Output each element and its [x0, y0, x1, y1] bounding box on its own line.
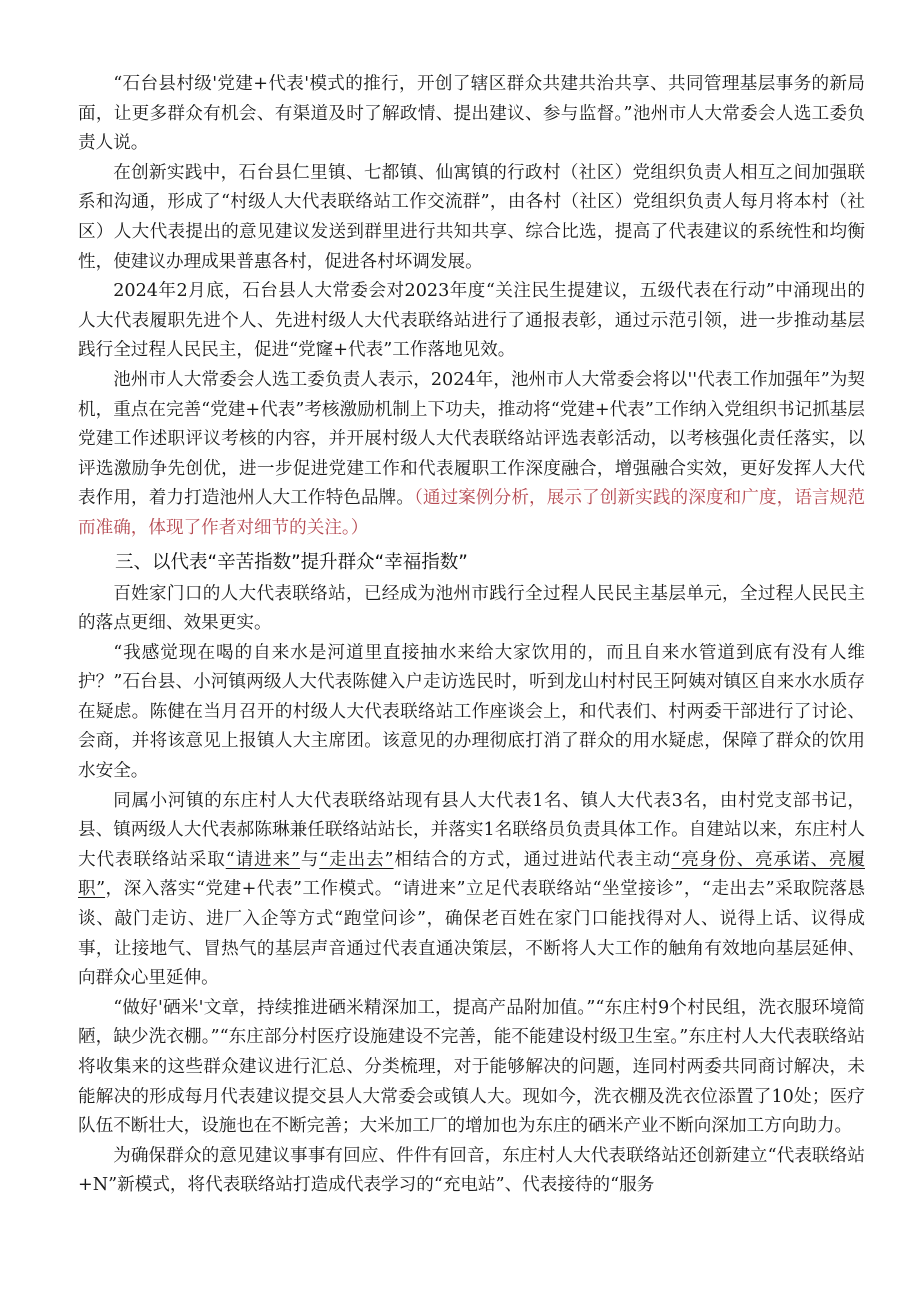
paragraph-2: 在创新实践中，石台县仁里镇、七都镇、仙寓镇的行政村（社区）党组织负责人相互之间加强联系和沟通，形成了“村级人大代表联络站工作交流群”，由各村（社区）党组织负责人每月将本村（社区）人大代表提出的意见建议发送到群里进行共知共享、综合比选，提高了代表建议的系统性和均衡性，使建议办理成果普惠各村，促进各村坏调发展。	[78, 162, 865, 272]
paragraph-4	[78, 366, 865, 544]
paragraph-9: 为确保群众的意见建议事事有回应、件件有回音，东庄村人大代表联络站还创新建立“代表联络站+N”新模式，将代表联络站打造成代表学习的“充电站”、代表接待的“服务	[78, 1145, 865, 1196]
paragraph-5: 百姓家门口的人大代表联络站，已经成为池州市践行全过程人民民主基层单元，全过程人民民主的落点更细、效果更实。	[78, 583, 865, 634]
section-heading: 三、以代表“辛苦指数”提升群众“幸福指数”	[115, 551, 468, 573]
paragraph-8: “做好'硒米'文章，持续推进硒米精深加工，提高产品附加值。”“东庄村9个村民组，洗衣服环境简陋，缺少洗衣棚。”“东庄部分村医疗设施建设不完善，能不能建设村级卫生室。”东庄村人大代表联络站将收集来的这些群众建议进行汇总、分类梳理，对于能够解决的问题，连同村两委共同商讨解决，未能解决的形成每月代表建议提交县人大常委会或镇人大。现如今，洗衣棚及洗衣位添置了10处；医疗队伍不断壮大，设施也在不断完善；大米加工厂的增加也为东庄的硒米产业不断向深加工方向助力。	[78, 997, 865, 1137]
paragraph-7-part3: 相结合的方式，通过进站代表主动	[393, 849, 672, 870]
underlined-phrase-qingjinlai: “请进来”	[225, 849, 300, 870]
underlined-phrase-liangshenfen: “亮身份、亮承诺、亮履职”	[78, 849, 865, 900]
paragraph-7-part2: 与	[299, 849, 320, 870]
paragraph-3: 2024年2月底，石台县人大常委会对2023年度“关注民生提建议，五级代表在行动”中涌现出的人大代表履职先进个人、先进村级人大代表联络站进行了通报表彰，通过示范引领，进一步推动基层践行全过程人民民主，促进“党窿+代表”工作落地见效。	[78, 281, 865, 361]
paragraph-1: “石台县村级'党建+代表'模式的推行，开创了辖区群众共建共治共享、共同管理基层事务的新局面，让更多群众有机会、有渠道及时了解政情、提出建议、参与监督。”池州市人大常委会人选工委负责人说。	[78, 74, 865, 154]
paragraph-4-text: 池州市人大常委会人选工委负责人表示，2024年，池州市人大常委会将以''代表工作加强年”为契机，重点在完善“党建+代表”考核激励机制上下功夫，推动将“党建+代表”工作纳入党组织书记抓基层党建工作述职评议考核的内容，并开展村级人大代表联络站评选表彰活动，以考核强化责任落实，以评选激励争先创优，进一步促进党建工作和代表履职工作深度融合，增强融合实效，更好发挥人大代表作用，着力打造池州人大工作特色品牌。	[78, 369, 865, 509]
annotation-comment: （通过案例分析，展示了创新实践的深度和广度，语言规范而准确，体现了作者对细节的关注。）	[78, 488, 865, 538]
paragraph-6: “我感觉现在喝的自来水是河道里直接抽水来给大家饮用的，而且自来水管道到底有没有人维护？”石台县、小河镇两级人大代表陈健入户走访选民时，听到龙山村村民王阿姨对镇区自来水水质存在疑虑。陈健在当月召开的村级人大代表联络站工作座谈会上，和代表们、村两委干部进行了讨论、会商，并将该意见上报镇人大主席团。该意见的办理彻底打消了群众的用水疑虑，保障了群众的饮用水安全。	[78, 642, 865, 782]
underlined-phrase-zouchuqu: “走出去”	[319, 849, 394, 870]
paragraph-7	[78, 787, 865, 994]
paragraph-7-part4: ，深入落实“党建+代表”工作模式。“请进来”立足代表联络站“坐堂接诊”，“走出去”采取院落恳谈、敲门走访、进厂入企等方式“跑堂问诊”，确保老百姓在家门口能找得对人、说得上话、议得成事，让接地气、冒热气的基层声音通过代表直通决策层，不断将人大工作的触角有效地向基层延伸、向群众心里延伸。	[78, 879, 865, 989]
paragraph-7-part1: 同属小河镇的东庄村人大代表联络站现有县人大代表1名、镇人大代表3名，由村党支部书记，县、镇两级人大代表郝陈琳兼任联络站站长，并落实1名联络员负责具体工作。自建站以来，东庄村人大代表联络站采取	[78, 790, 865, 870]
